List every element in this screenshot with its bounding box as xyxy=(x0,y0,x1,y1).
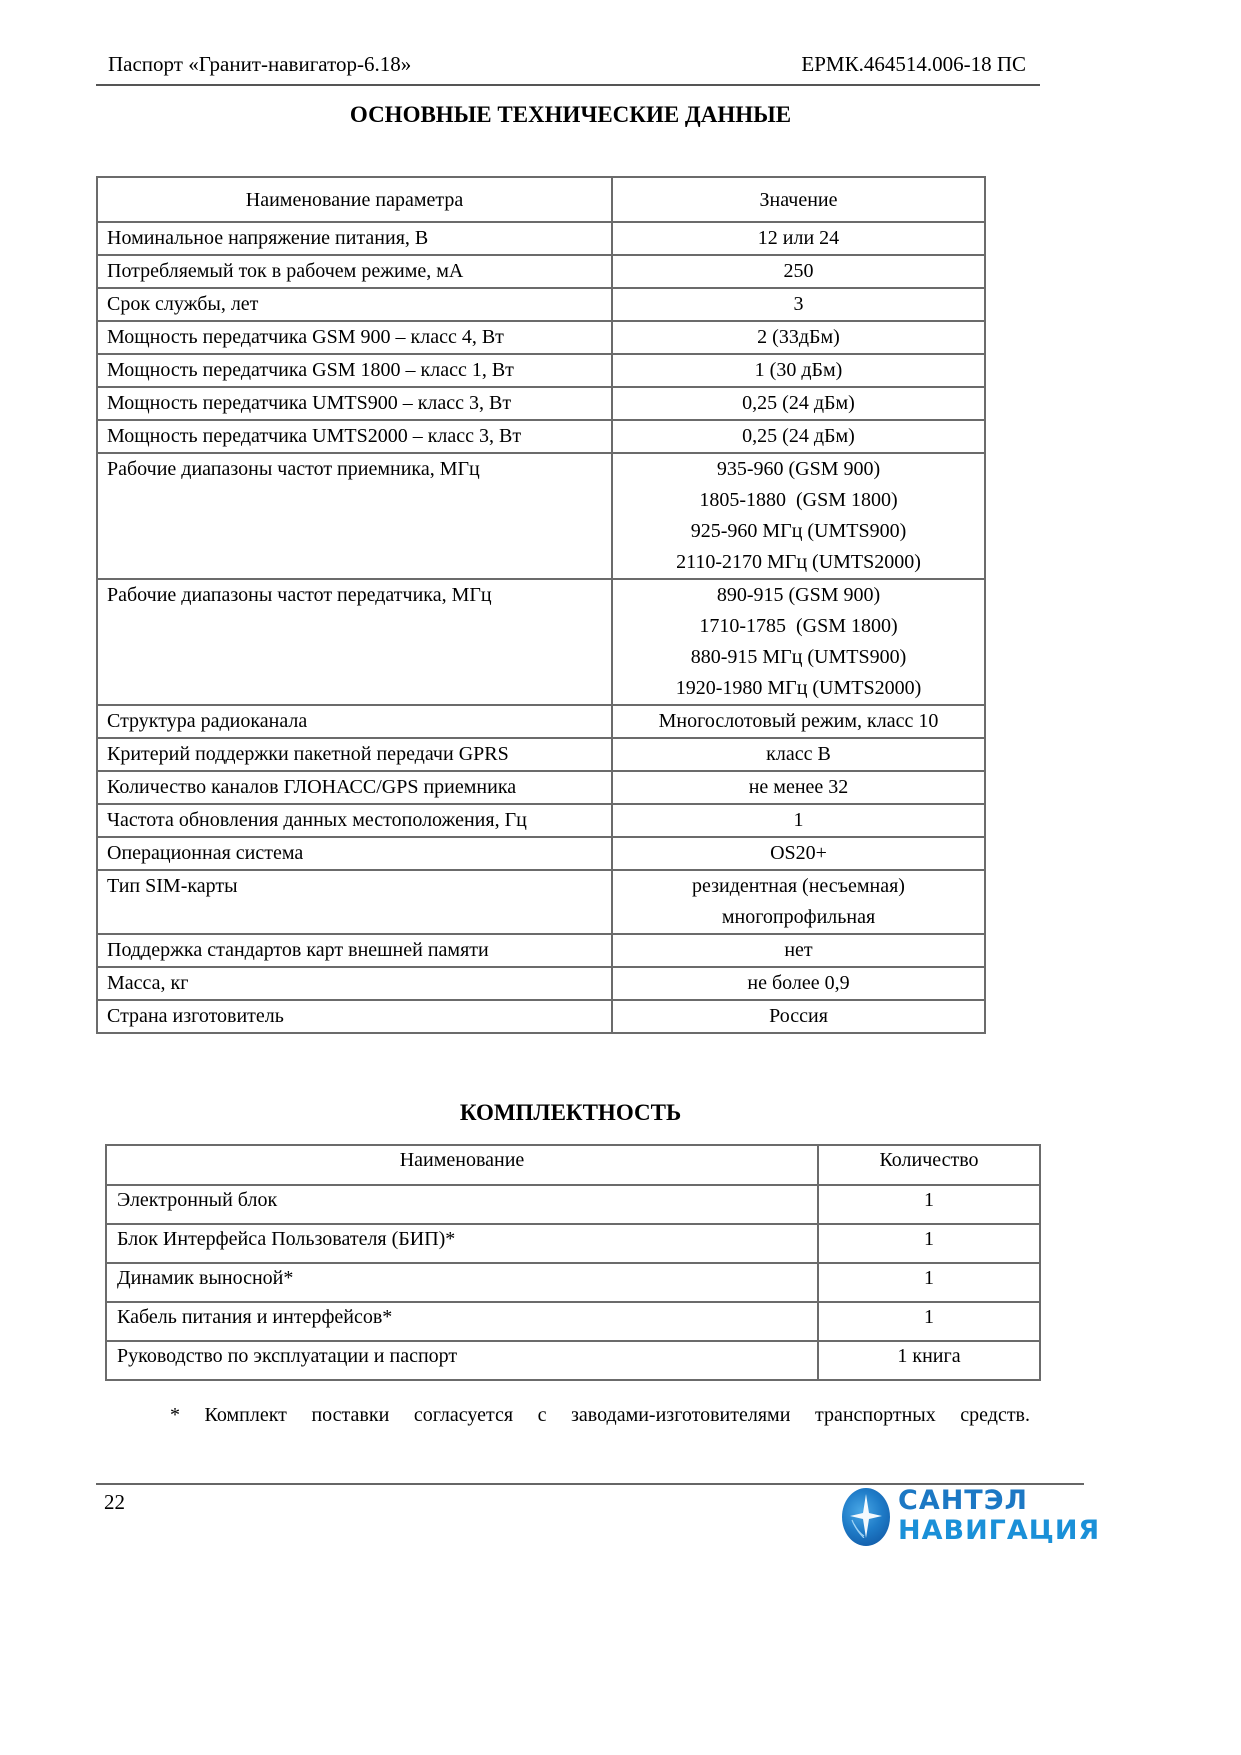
spec-param-cell: Структура радиоканала xyxy=(97,705,612,738)
kit-table xyxy=(105,1144,1041,1381)
kit-item-name-cell: Руководство по эксплуатации и паспорт xyxy=(106,1341,818,1380)
kit-table-row xyxy=(106,1341,1040,1380)
spec-value-line: Многослотовый режим, класс 10 xyxy=(658,710,939,732)
spec-param-cell: Критерий поддержки пакетной передачи GPRS xyxy=(97,738,612,771)
kit-item-name-cell: Кабель питания и интерфейсов* xyxy=(106,1302,818,1341)
spec-param-cell: Тип SIM-карты xyxy=(97,870,612,934)
spec-table-row xyxy=(97,354,985,387)
spec-param-cell: Масса, кг xyxy=(97,967,612,1000)
spec-value-cell xyxy=(612,420,985,453)
spec-value-cell xyxy=(612,453,985,579)
spec-param-cell: Мощность передатчика GSM 1800 – класс 1, Вт xyxy=(97,354,612,387)
page-number: 22 xyxy=(104,1490,125,1514)
spec-table-row xyxy=(97,453,985,579)
spec-table-row xyxy=(97,967,985,1000)
kit-table-row xyxy=(106,1302,1040,1341)
spec-value-cell xyxy=(612,222,985,255)
spec-table-row xyxy=(97,870,985,934)
spec-param-cell: Номинальное напряжение питания, В xyxy=(97,222,612,255)
spec-table-row xyxy=(97,387,985,420)
logo-text-line2: НАВИГАЦИЯ xyxy=(898,1515,1101,1546)
spec-table-header-row xyxy=(97,177,985,222)
spec-value-line: 880-915 МГц (UMTS900) xyxy=(690,646,907,668)
spec-value-line: 0,25 (24 дБм) xyxy=(742,392,855,414)
spec-table xyxy=(96,176,986,1034)
spec-value-cell xyxy=(612,288,985,321)
spec-value-cell xyxy=(612,387,985,420)
spec-value-cell xyxy=(612,738,985,771)
spec-value-line: 1 xyxy=(793,809,804,831)
spec-value-cell xyxy=(612,1000,985,1033)
spec-value-line: 3 xyxy=(793,293,804,315)
spec-value-line: 2110-2170 МГц (UMTS2000) xyxy=(676,551,921,573)
spec-value-line: 890-915 (GSM 900) xyxy=(716,584,881,606)
spec-value-cell xyxy=(612,354,985,387)
document-title: Паспорт «Гранит-навигатор-6.18» xyxy=(108,52,412,76)
spec-param-cell: Рабочие диапазоны частот приемника, МГц xyxy=(97,453,612,579)
kit-section-title: КОМПЛЕКТНОСТЬ xyxy=(459,1100,682,1125)
spec-table-row xyxy=(97,288,985,321)
spec-value-line: 1710-1785 (GSM 1800) xyxy=(699,615,898,637)
spec-value-line: 925-960 МГц (UMTS900) xyxy=(690,520,907,542)
spec-value-line: 250 xyxy=(783,260,814,282)
spec-param-cell: Страна изготовитель xyxy=(97,1000,612,1033)
kit-item-name-cell: Динамик выносной* xyxy=(106,1263,818,1302)
spec-table-row xyxy=(97,705,985,738)
kit-item-qty-cell: 1 книга xyxy=(818,1341,1040,1380)
spec-value-cell xyxy=(612,771,985,804)
spec-value-line: 0,25 (24 дБм) xyxy=(742,425,855,447)
spec-param-cell: Мощность передатчика UMTS2000 – класс 3, Вт xyxy=(97,420,612,453)
spec-value-cell xyxy=(612,255,985,288)
page-header xyxy=(96,50,1040,86)
spec-param-cell: Потребляемый ток в рабочем режиме, мА xyxy=(97,255,612,288)
spec-value-line: 1805-1880 (GSM 1800) xyxy=(699,489,898,511)
spec-table-row xyxy=(97,771,985,804)
kit-item-qty-cell: 1 xyxy=(818,1185,1040,1224)
spec-table-row xyxy=(97,321,985,354)
kit-table-header-row xyxy=(106,1145,1040,1185)
spec-table-row xyxy=(97,804,985,837)
spec-param-cell: Частота обновления данных местоположения, Гц xyxy=(97,804,612,837)
spec-value-cell xyxy=(612,837,985,870)
kit-item-name-cell: Блок Интерфейса Пользователя (БИП)* xyxy=(106,1224,818,1263)
spec-column-header-param: Наименование параметра xyxy=(97,177,612,222)
spec-value-cell xyxy=(612,579,985,705)
spec-value-cell xyxy=(612,321,985,354)
spec-value-line: резидентная (несъемная) xyxy=(692,875,905,897)
spec-param-cell: Количество каналов ГЛОНАСС/GPS приемника xyxy=(97,771,612,804)
spec-value-cell xyxy=(612,967,985,1000)
spec-table-row xyxy=(97,222,985,255)
logo-text-line1: САНТЭЛ xyxy=(898,1485,1028,1516)
spec-value-line: класс B xyxy=(766,743,831,765)
spec-param-cell: Операционная система xyxy=(97,837,612,870)
spec-table-row xyxy=(97,738,985,771)
spec-param-cell: Мощность передатчика UMTS900 – класс 3, Вт xyxy=(97,387,612,420)
spec-table-row xyxy=(97,579,985,705)
spec-value-line: OS20+ xyxy=(770,842,827,864)
kit-table-row xyxy=(106,1224,1040,1263)
spec-value-line: не более 0,9 xyxy=(747,972,850,994)
spec-value-line: 2 (33дБм) xyxy=(757,326,840,348)
spec-value-line: 1920-1980 МГц (UMTS2000) xyxy=(675,677,922,699)
spec-param-cell: Срок службы, лет xyxy=(97,288,612,321)
spec-value-line: многопрофильная xyxy=(721,906,876,928)
spec-value-cell xyxy=(612,870,985,934)
spec-column-header-value: Значение xyxy=(612,177,985,222)
kit-item-qty-cell: 1 xyxy=(818,1263,1040,1302)
kit-column-header-qty: Количество xyxy=(818,1145,1040,1185)
document-code: ЕРМК.464514.006-18 ПС xyxy=(801,52,1026,76)
kit-item-qty-cell: 1 xyxy=(818,1302,1040,1341)
spec-param-cell: Поддержка стандартов карт внешней памяти xyxy=(97,934,612,967)
kit-table-row xyxy=(106,1185,1040,1224)
spec-param-cell: Рабочие диапазоны частот передатчика, МГц xyxy=(97,579,612,705)
company-logo xyxy=(842,1485,1101,1552)
spec-value-line: Россия xyxy=(769,1005,828,1027)
spec-value-line: нет xyxy=(784,939,813,961)
kit-table-row xyxy=(106,1263,1040,1302)
globe-star-icon xyxy=(842,1488,890,1546)
spec-value-line: 12 или 24 xyxy=(757,227,840,249)
kit-column-header-name: Наименование xyxy=(106,1145,818,1185)
kit-footnote: * Комплект поставки согласуется с заводами-изготовителями транспортных средств. xyxy=(170,1404,1030,1426)
spec-value-cell xyxy=(612,934,985,967)
spec-value-line: 935-960 (GSM 900) xyxy=(716,458,881,480)
spec-value-cell xyxy=(612,705,985,738)
kit-item-name-cell: Электронный блок xyxy=(106,1185,818,1224)
spec-section-title: ОСНОВНЫЕ ТЕХНИЧЕСКИЕ ДАННЫЕ xyxy=(349,102,792,127)
spec-table-row xyxy=(97,837,985,870)
kit-item-qty-cell: 1 xyxy=(818,1224,1040,1263)
spec-table-row xyxy=(97,934,985,967)
spec-table-row xyxy=(97,255,985,288)
spec-table-row xyxy=(97,1000,985,1033)
spec-value-cell xyxy=(612,804,985,837)
spec-value-line: не менее 32 xyxy=(748,776,849,798)
spec-value-line: 1 (30 дБм) xyxy=(754,359,843,381)
spec-param-cell: Мощность передатчика GSM 900 – класс 4, Вт xyxy=(97,321,612,354)
spec-table-row xyxy=(97,420,985,453)
